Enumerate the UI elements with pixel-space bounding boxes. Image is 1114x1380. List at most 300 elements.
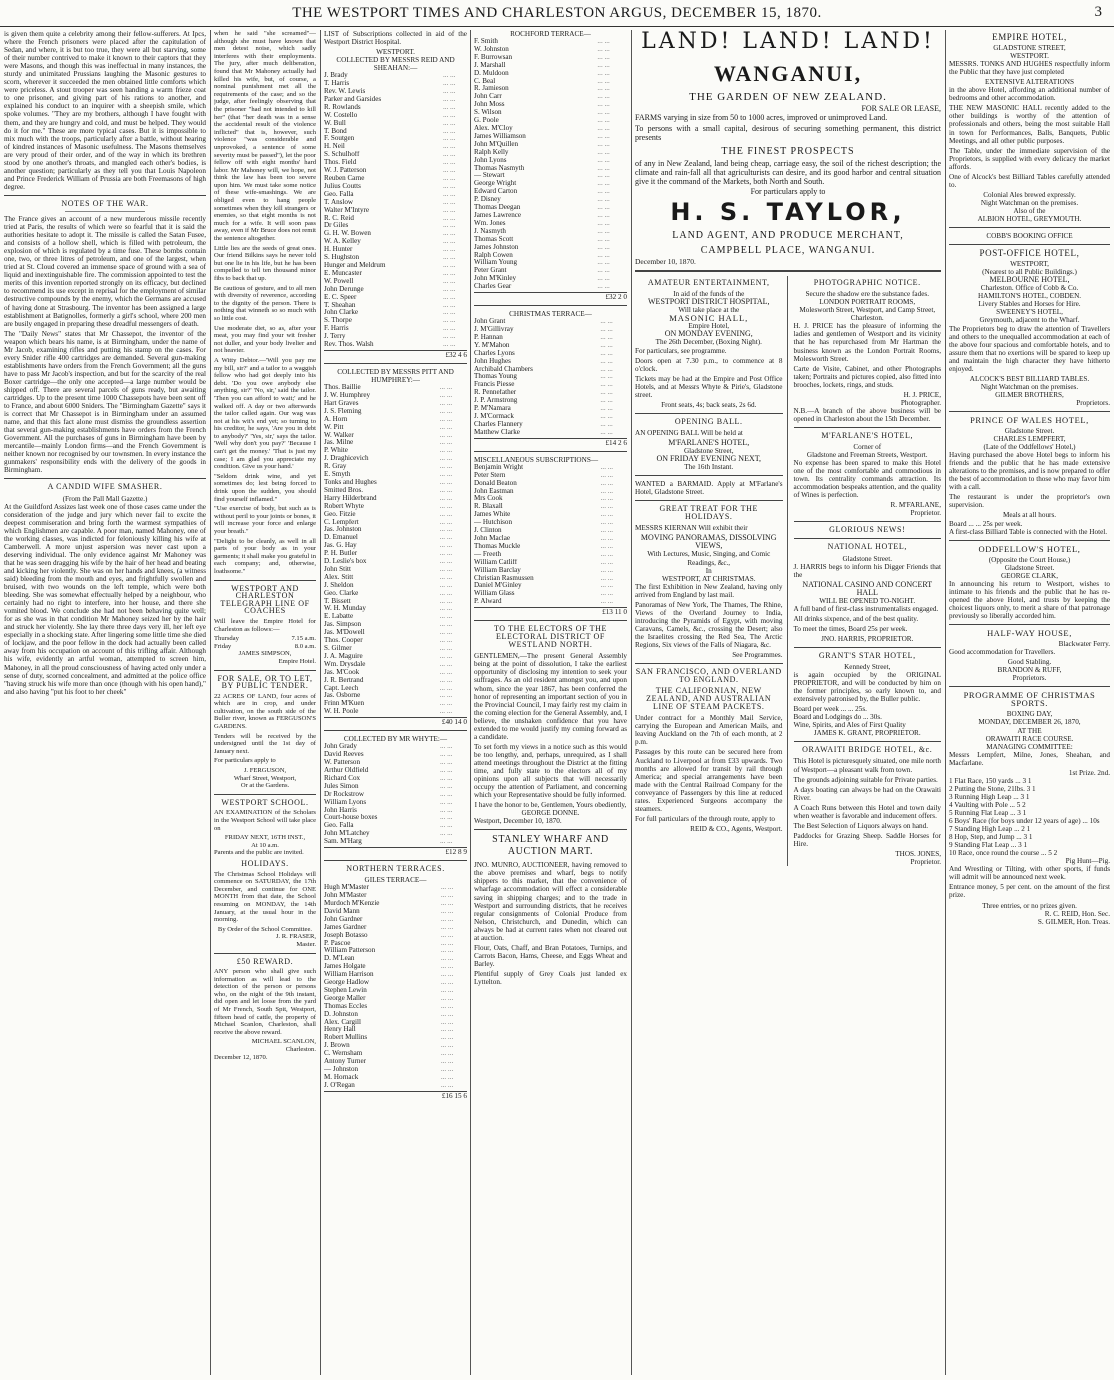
table-row: S. Gilmer ... ... <box>324 645 453 652</box>
subscription-table <box>474 38 627 291</box>
ad-text: Greymouth, adjacent to the Wharf. <box>979 316 1080 325</box>
table-row: J. Nasmyth ... ... <box>474 227 610 235</box>
table-row: Alex. Stitt ... ... <box>324 573 453 581</box>
ad-signature: GEORGE DONNE. <box>521 809 580 818</box>
divider <box>794 427 942 428</box>
ad-text: Carte de Visite, Cabinet, and other Photographs taken; Portraits and pictures copied, also fitted into brooches, lockets, rings, and studs. <box>793 364 941 389</box>
ad-subcolumn <box>635 276 788 866</box>
divider <box>949 244 1110 245</box>
list-heading: COLLECTED BY MESSRS PITT AND HUMPHREY:— <box>337 368 454 385</box>
ad-headline: WANGANUI, <box>713 61 863 86</box>
list-item: 3 Running High Leap ... 3 1 <box>949 792 1030 801</box>
table-row: Charles Flannery ... ... <box>474 420 613 428</box>
divider <box>4 195 206 196</box>
table-row: J. Terry ... ... <box>324 333 456 341</box>
table-row: Thomas Scott ... ... <box>474 235 610 243</box>
ad-signature: Master. <box>296 940 316 948</box>
ad-signature: MICHAEL SCANLON, <box>251 1038 316 1046</box>
ad-signature: Charleston. <box>285 1046 316 1054</box>
table-row: J. S. Fleming ... ... <box>324 407 453 415</box>
ad-text: Will leave the Empire Hotel for Charleston as follows:— <box>214 617 316 633</box>
table-row: Joseph Botasso ... ... <box>324 931 454 939</box>
ad-text: Pig Hunt—Pig. <box>1065 857 1110 866</box>
ad-text: 22 ACRES OF LAND, four acres of which are in crop, and under cultivation, on the south side of the Buller river, known as FERGUSON'S GARDENS. <box>214 692 316 731</box>
subtotal: £13 11 0 <box>474 607 627 616</box>
subscription-table <box>474 464 627 606</box>
table-row: Jas. Milne ... ... <box>324 439 453 447</box>
ad-text: ON MONDAY EVENING, <box>664 329 753 339</box>
table-row: Christian Rasmussen ... ... <box>474 574 614 582</box>
ad-text: For particulars, see programme. <box>635 346 727 355</box>
article-text: The "Daily News" states that Mr Chassepot, the inventor of the weapon which bears his name, is at Birmingham, under the name of Mr Jacob, examining rifles and putting his stamp on the cases. For every Snider rifle 400 cartridges are demanded. Several gun-making establishments have orders from the French Government; all the guns have to pass Mr Jacob's inspection, and but for the scarcity of the real Boxer cartridge—the only one accepted—a large number would be shipped off. There are several parcels of guns ready, but awaiting cartridges. Up to the present time 1000 Chassepots have been sent off to France, and about 6000 Sniders. The "Birmingham Gazette" says it is correct that Mr Chassepot is in Birmingham under an assumed name, and that this fact alone must dismiss the groundless assertion that several gun-making establishments have orders from the French Government. All the purchases of guns in Birmingham have been by mercantile—mainly London firms—and the French Government is neither known nor recognised by our townsmen. In every instance the gunmakers' responsibility ends with the delivery of the goods in Birmingham. <box>4 329 206 475</box>
table-row: R. C. Reid ... ... <box>324 214 456 222</box>
ad-text: For particulars apply to <box>750 187 826 197</box>
ad-text: Entrance money, 5 per cent. on the amount of the first prize. <box>949 883 1110 900</box>
table-row: Hunger and Meldrum ... ... <box>324 261 456 269</box>
table-row: T. Anslow ... ... <box>324 198 456 206</box>
ad-text: NATIONAL CASINO AND CONCERT HALL <box>802 579 933 597</box>
ad-signature: Proprietors. <box>1012 674 1047 683</box>
table-row: John Clarke ... ... <box>324 309 456 317</box>
article-source: (From the Pall Mall Gazette.) <box>62 494 148 503</box>
ad-signature: THOS. JONES, <box>895 849 941 858</box>
table-row: Jules Simon ... ... <box>324 782 453 790</box>
table-row: W. J. Patterson ... ... <box>324 167 456 175</box>
ad-text: Charleston. Office of Cobb & Co. <box>980 284 1079 293</box>
ad-heading: £50 REWARD. <box>236 956 294 966</box>
table-row: James Lawrence ... ... <box>474 211 610 219</box>
table-row: George Maller ... ... <box>324 994 454 1002</box>
table-row: E. C. Speer ... ... <box>324 293 456 301</box>
ad-text: MESSRS KIERNAN Will exhibit their <box>635 524 748 533</box>
table-row: Murdoch M'Kenzie ... ... <box>324 899 454 907</box>
table-row: S. Thorpe ... ... <box>324 317 456 325</box>
column-rule <box>470 30 471 1375</box>
ad-subheadline: THE FINEST PROSPECTS <box>721 146 855 158</box>
list-item: 9 Standing Flat Leap ... 3 1 <box>949 841 1028 850</box>
table-row: James Johnston ... ... <box>474 243 610 251</box>
table-row: John Hughes ... ... <box>474 357 613 365</box>
ad-text: The Proprietors beg to draw the attention of Travellers and others to the unequalled accommodation at each of the above four spacious and comfortable hotels, and to assure them that no exertions will be spared to keep up and maintain the high character they have hitherto enjoyed. <box>949 324 1110 373</box>
ad-heading: GREAT TREAT FOR THE HOLIDAYS. <box>659 504 759 522</box>
ad-text: At 10 a.m. <box>251 841 279 849</box>
article-text: when he said "she screamed"—although she must have known that men detest noise, which sadly interferes with their employments. The jury, after much deliberation, found that Mr Mahoney actually had killed his wife, but, of course, a nominal punishment met all the requirements of the case; and so the judge, after feelingly observing that the prisoner "had not intended to kill her" (that "her death was in a sense the accidental result of the violence inflicted" that is, however, such violence "was considerable and unprovoked, a sentence of some severity must be passed"), let the poor fellow off with eight months' hard labor. Mr Mahoney will, we hope, not think the law has been too severe upon him. We must take some notice of these wife-smashings. We are obliged even to hang people sometimes when they kill strangers or enemies, so that eight months is not much for a wife. It will soon pass away, even if Mr Bruce does not remit the sentence altogether. <box>214 30 316 243</box>
ad-text: WESTPORT, <box>1010 260 1049 269</box>
table-row: H. Neil ... ... <box>324 143 456 151</box>
table-row: Frinn M'Kuen ... ... <box>324 700 453 708</box>
ad-date: December 12, 1870. <box>214 1053 268 1061</box>
table-row: G. H. W. Bowen ... ... <box>324 230 456 238</box>
table-row: William Lyons ... ... <box>324 798 453 806</box>
ad-text: FRIDAY NEXT, 16TH INST., <box>224 834 306 842</box>
ad-subheadline: THE GARDEN OF NEW ZEALAND. <box>689 91 887 103</box>
table-row: Jas. Simpson ... ... <box>324 621 453 629</box>
article-text: "Seldom drink wine, and yet sometimes do; lest being forced to drink upon the sudden, you should find yourself inflamed." <box>214 472 316 503</box>
ad-heading: PRINCE OF WALES HOTEL, <box>970 414 1089 425</box>
ad-text: Under contract for a Monthly Mail Service, carrying the European and American Mails, and leaving Auckland on the 7th of each month, at 2 p.m. <box>635 714 783 747</box>
ad-text: Meals at all hours. <box>1002 511 1057 520</box>
table-row: — Stewart ... ... <box>474 172 610 180</box>
table-row: Benjamin Wright ... ... <box>474 463 614 471</box>
table-row: Arthur Oldfield ... ... <box>324 766 453 774</box>
column-rule <box>945 30 946 1375</box>
table-row: Thomas Deegan ... ... <box>474 204 610 212</box>
ad-text: N.B.—A branch of the above business will be opened in Charleston about the 15th December. <box>793 406 941 423</box>
ad-text: HAMILTON'S HOTEL, COBDEN. <box>977 292 1082 301</box>
table-row: Robert Mullins ... ... <box>324 1034 454 1042</box>
table-row: John M'Kinley ... ... <box>474 275 610 283</box>
ad-text: (Opposite the Court House,) <box>988 555 1071 564</box>
ad-text: Livery Stables and Horses for Hire. <box>978 300 1081 309</box>
table-row: William Harrison ... ... <box>324 971 454 979</box>
ad-text: To persons with a small capital, desirous of securing something permanent, this district presents <box>635 124 941 143</box>
table-row: Charles Gear ... ... <box>474 283 610 291</box>
table-row: John Eastman ... ... <box>474 487 614 495</box>
table-row: Jas. M'Dowell ... ... <box>324 629 453 637</box>
ad-heading: TO THE ELECTORS OF THE ELECTORAL DISTRICT OF WESTLAND NORTH. <box>493 624 608 650</box>
table-row: John M'Master ... ... <box>324 892 454 900</box>
ad-signature: R. C. REID, Hon. Sec. <box>1044 909 1110 918</box>
ad-text: Good Stabling. <box>1007 658 1052 667</box>
ad-text: MELBOURNE HOTEL, <box>989 275 1070 285</box>
ad-text: Three entries, or no prizes given. <box>982 901 1077 910</box>
table-row: R. Gray ... ... <box>324 463 453 471</box>
ad-text: GENTLEMEN,—The present General Assembly being at the point of dissolution, I take the earliest opportunity of disclosing my intention to seek your suffrages. As an old resident amongst you, and upon whom, since the year 1867, has been conferred the honor of representing an important section of you in the Provincial Council, I may fairly rest my claim in the coming election for the General Assembly, and, I believe, the unshaken confidence that you have extended to me would justify my coming forward as a candidate. <box>474 652 627 741</box>
ad-signature: Proprietor. <box>910 858 941 866</box>
subscription-table <box>474 318 627 437</box>
ad-signature: GILMER BROTHERS, <box>995 390 1064 399</box>
table-row: M. Hornack ... ... <box>324 1073 454 1081</box>
table-row: D. Emanuel ... ... <box>324 534 453 542</box>
table-row: D. M'Lean ... ... <box>324 955 454 963</box>
ad-text: MESSRS. TONKS AND HUGHES respectfully inform the Public that they have just completed <box>949 60 1110 77</box>
table-row: Walter M'Intyre ... ... <box>324 206 456 214</box>
ad-heading: WESTPORT SCHOOL. <box>221 797 309 807</box>
table-row: Hart Graves ... ... <box>324 399 453 407</box>
ad-text: This Hotel is picturesquely situated, one mile north of Westport—a pleasant walk from town. <box>793 757 941 774</box>
ad-text: To meet the times, Board 25s per week. <box>793 624 908 633</box>
table-row: Geo. Fitzie ... ... <box>324 510 453 518</box>
ad-signature: JNO. HARRIS, PROPRIETOR. <box>821 634 914 643</box>
table-row: Thomas Eccles ... ... <box>324 1002 454 1010</box>
table-row: J. Marshall ... ... <box>474 61 610 69</box>
table-row: Hugh M'Master ... ... <box>324 884 454 892</box>
article-text: A Witty Debtor.—'Will you pay me my bill, sir?' and a tailor to a waggish fellow who had got deeply into his debt. 'Do you owe anybody else anything, sir?' 'No, sir,' said the tailor. 'Then you can afford to wait;' and he walked off. A day or two afterwards the tailor called again. Our wag was not at his wit's end yet; so turning to his creditor, he says, 'Are you in debt to anybody?' 'Yes, sir,' says the tailor. 'Well why don't you pay?' 'Because I can't get the money.' 'That is just my case; I am glad you appreciate my condition. Give us your hand.' <box>214 356 316 471</box>
table-row: John M'Latchey ... ... <box>324 830 453 838</box>
ad-text: MASONIC HALL, <box>669 313 749 324</box>
table-row: Ralph Kelly ... ... <box>474 148 610 156</box>
list-heading: COLLECTED BY MR WHYTE:— <box>343 735 448 744</box>
table-row: William Catliff ... ... <box>474 558 614 566</box>
ad-heading: FOR SALE, OR TO LET, BY PUBLIC TENDER. <box>217 673 313 691</box>
ad-signature: BRANDON & RUFF, <box>997 666 1062 675</box>
ad-signature: Empire Hotel. <box>278 657 316 665</box>
table-row: W. Bull ... ... <box>324 119 456 127</box>
table-row: H. Hunter ... ... <box>324 246 456 254</box>
divider <box>324 860 467 861</box>
divider <box>474 305 627 306</box>
article-text: At the Guildford Assizes last week one of those cases came under the consideration of the judge and jury which never fail to excite the deepest commiseration and bring forth the warmest sympathies of which Englishmen are capable. A poor man, named Mahoney, one of the working classes, was indicted for feloniously killing his wife at Camberwell. A more unjust aspersion was never cast upon a deserving individual. The only evidence against Mr Mahoney was that he was seen dragging his wife by the hair of her head and beating and kicking her violently. She was on her hands and knees, (a witness said) bleeding from the mouth and eyes, and frightfully swollen and bruised, with two wounds on the left temple, which were both bleeding. She was somewhat effectually helped by a neighbour, who certainly had no right to interfere, into her house, and there she vomited blood. We conclude she had not been behaving quite well; for as she was in that condition Mr Mahoney seized her by the hair and struck her violently. She lay there three days very ill, her left eye especially in a shocking state. After lingering some little time she died of lockjaw, and the poor fellow in the dock had actually been called away from his occupation on account of this trifling affair. Although his wife, evidently an artful woman, attempted to screen him, Mahoney, in all the proud consciousness of having acted only under a sense of duty, scorned concealment, and admitted at the police office "having struck his wife more than once (though with his open hand)," and also having "put his foot to her cheek" <box>4 502 206 696</box>
table-row: S. Wilson ... ... <box>474 109 610 117</box>
table-row: Geo. Falla ... ... <box>324 822 453 830</box>
list-item: 6 Boys' Race (for boys under 12 years of age) ... 10s <box>949 817 1100 826</box>
table-row: James Holgate ... ... <box>324 963 454 971</box>
table-row: John Lyons ... ... <box>474 156 610 164</box>
ad-text: SWEENEY'S HOTEL, <box>996 308 1063 317</box>
table-row: E. Muncaster ... ... <box>324 269 456 277</box>
divider <box>474 829 627 830</box>
ad-text: Good accommodation for Travellers. <box>949 648 1056 657</box>
ad-signature: Photographer. <box>900 398 941 407</box>
ad-signature: H. J. PRICE, <box>903 390 941 399</box>
ad-heading: POST-OFFICE HOTEL, <box>979 248 1080 259</box>
ad-text: The restaurant is under the proprietor's own supervision. <box>949 493 1110 510</box>
table-row: S. Hughston ... ... <box>324 254 456 262</box>
table-row: R. Pennefather ... ... <box>474 389 613 397</box>
coach-times: Thursday 7.15 a.m. Friday 8.0 a.m. <box>214 635 316 650</box>
ad-text: Will take place at the <box>678 306 740 315</box>
subscription-table <box>324 743 467 846</box>
ad-heading: NATIONAL HOTEL, <box>827 542 907 552</box>
ad-text: THE NEW MASONIC HALL recently added to the other buildings is worthy of the attention of professionals and others, being the most suitable Hall in town for Performances, Balls, Banquets, Public Meetings, and all other public purposes. <box>949 104 1110 145</box>
column-3 <box>324 30 467 1375</box>
ad-text: A first-class Billiard Table is connected with the Hotel. <box>949 527 1108 536</box>
table-row: Sam. M'Harg ... ... <box>324 838 453 846</box>
masthead <box>0 0 1114 27</box>
ad-text: Corner of <box>853 442 882 451</box>
table-row: Antony Turner ... ... <box>324 1058 454 1066</box>
divider <box>794 538 942 539</box>
table-row: James Gardner ... ... <box>324 923 454 931</box>
table-row: Mrs Cook ... ... <box>474 495 614 503</box>
ad-text: Tenders will be received by the undersigned until the 1st day of January next. <box>214 732 316 755</box>
ad-heading: HALF-WAY HOUSE, <box>987 628 1072 639</box>
column-2 <box>214 30 316 1375</box>
ad-text: WESTPORT. <box>1010 52 1049 61</box>
divider <box>635 475 783 476</box>
table-row: — Freeth ... ... <box>474 550 614 558</box>
ad-text: GLADSTONE STREET, <box>993 44 1066 53</box>
divider <box>794 647 942 648</box>
divider <box>949 227 1110 228</box>
ad-text: MANAGING COMMITTEE: <box>986 742 1073 751</box>
divider <box>949 624 1110 625</box>
ad-text: EXTENSIVE ALTERATIONS <box>985 78 1074 87</box>
ad-text: To set forth my views in a notice such as this would be too lengthy, and, perhaps, unrequired, as I shall attend meetings throughout the District at the fitting time, and fully state to the electors all of my opinions upon all subjects that will necessarily occupy the attention of Parliament, and concerning which your Representative should be fully informed. <box>474 742 627 800</box>
table-row: J. Sheldon ... ... <box>324 581 453 589</box>
ad-text: No expense has been spared to make this Hotel one of the most comfortable and commodious in town. Its centrality commands attraction. Its accommodation bespeaks attention, and the quality of Wines is perfection. <box>793 459 941 500</box>
article-text: "Delight to be cleanly, as well in all parts of your body as in your garments; it shall make you grateful in each company; and, otherwise, loathsome." <box>214 537 316 575</box>
article-text: Be cautious of gesture, and to all men with diversity of reverence, according to the dignity of the person. There is nothing that winneth so so much with so little cost. <box>214 284 316 322</box>
ad-text: Parents and the public are invited. <box>214 849 304 857</box>
table-row: W. Costello ... ... <box>324 111 456 119</box>
table-row: Daniel M'Ginley ... ... <box>474 582 614 590</box>
subscription-table <box>324 384 467 716</box>
ad-text: of any in New Zealand, land being cheap, carriage easy, the soil of the richest description; the climate and rain-fall all that agriculturists can desire, and its good harbor and central situation give it the command of the Markets, both North and South. <box>635 159 941 187</box>
ad-signature: J. R. FRASER, <box>275 933 316 941</box>
table-row: W. H. Munday ... ... <box>324 605 453 613</box>
ad-heading: HOLIDAYS. <box>241 858 289 868</box>
divider <box>794 521 942 522</box>
table-row: J. Draghicevich ... ... <box>324 455 453 463</box>
list-heading: MISCELLANEOUS SUBSCRIPTIONS— <box>474 455 599 464</box>
list-item: 1 Flat Race, 150 yards ... 3 1 <box>949 776 1032 785</box>
table-row: J. M'Cormack ... ... <box>474 413 613 421</box>
ad-text: ALCOCK'S BEST BILLIARD TABLES. <box>969 374 1090 383</box>
divider <box>474 620 627 621</box>
table-row: J. Clinton ... ... <box>474 527 614 535</box>
table-row: Matthew Clarke ... ... <box>474 428 613 436</box>
table-row: W. Patterson ... ... <box>324 759 453 767</box>
table-row: P. Alward ... ... <box>474 598 614 606</box>
table-row: Thomas Nasmyth ... ... <box>474 164 610 172</box>
ad-date: December 10, 1870. <box>635 257 696 267</box>
table-row: Geo. Falla ... ... <box>324 190 456 198</box>
list-heading: CHRISTMAS TERRACE— <box>509 310 592 319</box>
ad-heading: EMPIRE HOTEL, <box>992 32 1067 42</box>
table-row: John Harris ... ... <box>324 806 453 814</box>
ad-text: WILL BE OPENED TO-NIGHT. <box>819 596 916 605</box>
ad-signature: Proprietors. <box>1076 398 1110 407</box>
event-list <box>949 777 1110 857</box>
table-row: John Derunge ... ... <box>324 285 456 293</box>
table-row: Julius Coutts ... ... <box>324 182 456 190</box>
table-row: Edward Carton ... ... <box>474 188 610 196</box>
ad-text: FARMS varying in size from 50 to 1000 acres, improved or unimproved Land. <box>635 113 888 123</box>
table-row: J. M'Gillivray ... ... <box>474 326 613 334</box>
ad-date: Westport, December 10, 1870. <box>474 817 562 826</box>
ad-text: Board ... ... 25s per week. <box>949 519 1023 528</box>
ad-text: ANY person who shall give such information as will lead to the detection of the person or persons who, on the night of the 9th instant, did open and let loose from the yard of Mr French, South Spit, Westport, fifteen head of cattle, the property of Michael Scanlon, Charleston, shall receive the above reward. <box>214 968 316 1036</box>
table-row: Stephen Lewin ... ... <box>324 986 454 994</box>
ad-text: Flour, Oats, Chaff, and Bran Potatoes, Turnips, and Carrots Bacon, Hams, Cheese, and Eggs Wheat and Barley. <box>474 943 627 968</box>
subtotal: £32 2 0 <box>474 292 627 301</box>
table-row: Richard Cox ... ... <box>324 774 453 782</box>
table-row: George Hadlow ... ... <box>324 979 454 987</box>
ad-text: Front seats, 4s; back seats, 2s 6d. <box>661 400 757 409</box>
ad-heading: WESTPORT AND CHARLESTON TELEGRAPH LINE OF COACHES <box>220 583 310 616</box>
ad-text: WESTPORT DISTRICT HOSPITAL, <box>648 297 770 307</box>
table-row: Dr Giles ... ... <box>324 222 456 230</box>
table-row: E. Smyth ... ... <box>324 471 453 479</box>
ad-text: A full band of first-class instrumentalists engaged. <box>793 604 939 613</box>
table-row: Henry Hall ... ... <box>324 1026 454 1034</box>
table-row: R. Rowlands ... ... <box>324 103 456 111</box>
table-row: W. Walker ... ... <box>324 431 453 439</box>
ad-text: Gladstone Street. <box>1004 427 1055 436</box>
table-row: P. Disney ... ... <box>474 196 610 204</box>
subscription-table <box>324 884 467 1090</box>
table-row: — Hutchison ... ... <box>474 519 614 527</box>
table-row: E. Labatte ... ... <box>324 613 453 621</box>
ad-text: Board and Lodgings do ... 30s. <box>793 713 882 722</box>
ad-text: Board per week ... ... 25s. <box>793 705 867 714</box>
ad-subheadline: LAND AGENT, AND PRODUCE MERCHANT, <box>672 230 904 242</box>
ad-text: A days boating can always be had on the Orawaiti River. <box>793 785 941 802</box>
article-text: Use moderate diet, so as, after your meat, you may find your wit fresher not duller, and your body livelier and not heavier. <box>214 324 316 355</box>
ad-text: ORAWAITI RACE COURSE. <box>985 734 1074 743</box>
ad-text: Gladstone and Freeman Streets, Westport. <box>806 451 928 460</box>
ad-text: Gladstone Street. <box>1004 563 1055 572</box>
ad-text: Night Watchman on the premises. <box>980 198 1079 207</box>
ad-text: Plentiful supply of Grey Coals just landed ex Lyttelton. <box>474 969 627 986</box>
table-row: Thos. Field ... ... <box>324 159 456 167</box>
table-row: P. H. Butler ... ... <box>324 550 453 558</box>
ad-text: The 16th Instant. <box>684 463 734 472</box>
ad-text: Passages by this route can be secured here from Auckland to Liverpool at from £33 upwards. Two months are allowed for transit by rail through America; and special arrangements have been made with the Central Railroad Company for the conveyance of Passengers by this line at reduced rates. Experienced Surgeons accompany the steamers. <box>635 748 783 813</box>
table-row: John Maclae ... ... <box>474 534 614 542</box>
ad-signature: J. FERGUSON, <box>243 767 287 775</box>
ad-text: JNO. MUNRO, AUCTIONEER, having removed to the above premises and wharf, begs to notify shippers to this market, that the convenience of wharfage accommodation will effect a considerable saving in shipping charges; and to the trade in Westport and surrounding districts, that he receives regular consignments of Colonial Produce from Nelson, Christchurch, and Dunedin, which can always be had at current rates when not cleared out at auction. <box>474 861 627 942</box>
ad-signature: Proprietor. <box>910 509 941 518</box>
prize-header: 1st Prize. 2nd. <box>1068 768 1110 777</box>
list-heading: COLLECTED BY MESSRS REID AND SHEAHAN:— <box>336 56 455 73</box>
table-row: F. Burrowsan ... ... <box>474 53 610 61</box>
ad-signature: R. M'FARLANE, <box>890 501 941 510</box>
ad-text: Colonial Ales brewed expressly. <box>983 190 1076 199</box>
ad-text: Doors open at 7.30 p.m., to commence at 8 o'clock. <box>635 356 783 373</box>
list-intro: LIST of Subscriptions collected in aid of the Westport District Hospital. <box>324 30 467 47</box>
ad-text: Night Watchman on the premises. <box>980 382 1079 391</box>
table-row: S. Schulhoff ... ... <box>324 151 456 159</box>
ad-signature: S. GILMER, Hon. Treas. <box>1037 917 1110 926</box>
ad-text: Kennedy Street, <box>844 663 891 672</box>
divider <box>4 478 206 479</box>
ad-text: MOVING PANORAMAS, DISSOLVING VIEWS, <box>640 533 777 551</box>
ad-text: Wine, Spirits, and Ales of First Quality <box>793 721 906 730</box>
ad-text: Secure the shadow ere the substance fades. <box>805 290 930 299</box>
table-row: J. W. Humphrey ... ... <box>324 392 453 399</box>
ad-signature: REID & CO., Agents, Westport. <box>690 824 783 833</box>
list-heading: ROCHFORD TERRACE— <box>510 30 591 38</box>
subtotal: £32 4 6 <box>324 350 467 359</box>
table-row: John Stitt ... ... <box>324 565 453 573</box>
ad-heading: ORAWAITI BRIDGE HOTEL, &c. <box>802 745 933 755</box>
table-row: David Reeves ... ... <box>324 751 453 759</box>
table-row: Thomas Muckle ... ... <box>474 542 614 550</box>
ad-text: Empire Hotel, <box>688 322 730 331</box>
ad-text: For full particulars of the through route, apply to <box>635 814 775 823</box>
table-row: Capt. Leech ... ... <box>324 684 453 692</box>
ad-text: In aid of the funds of the <box>673 290 745 299</box>
column-5 <box>635 30 941 1375</box>
divider <box>949 411 1110 412</box>
column-rule <box>631 30 632 1375</box>
article-heading: A CANDID WIFE SMASHER. <box>47 482 163 492</box>
ad-text: One of Alcock's best Billiard Tables carefully attended to. <box>949 172 1110 189</box>
article-heading: NOTES OF THE WAR. <box>61 198 149 208</box>
table-row: James White ... ... <box>474 511 614 519</box>
column-rule <box>320 30 321 1375</box>
page-number: 3 <box>1094 4 1102 20</box>
article-text: "Use exercise of body, but such as is without peril to your joints or bones, it will increase your force and enlarge your breath." <box>214 505 316 535</box>
ad-heading: GLORIOUS NEWS! <box>829 525 906 535</box>
column-1 <box>4 30 206 1375</box>
ad-text: (Nearest to all Public Buildings.) <box>982 268 1077 277</box>
column-4 <box>474 30 627 1375</box>
table-row: — Johnston ... ... <box>324 1066 454 1074</box>
table-row: Harry Hilderbrand ... ... <box>324 494 453 502</box>
table-row: W. Johnston ... ... <box>474 45 610 53</box>
table-row: R. Blaxall ... ... <box>474 503 614 511</box>
table-row: Peter Grant ... ... <box>474 267 610 275</box>
ad-text: Panoramas of New York, The Thames, The Rhine, Views of the Overland Journey to India, introducing the Pyramids of Egypt, with moving Caravans, Camels, &c., crossing the Desert; also the Israelites crossing the Red Sea, The Arctic Regions, Six views of the Falls of Niagara, &c. <box>635 600 783 649</box>
table-row: Dr Rockstrow ... ... <box>324 790 453 798</box>
ad-heading: STANLEY WHARF AND AUCTION MART. <box>492 834 609 858</box>
table-row: William Young ... ... <box>474 259 610 267</box>
table-row: Parker and Garsides ... ... <box>324 95 456 103</box>
table-row: Y. M'Mahon ... ... <box>474 341 613 349</box>
